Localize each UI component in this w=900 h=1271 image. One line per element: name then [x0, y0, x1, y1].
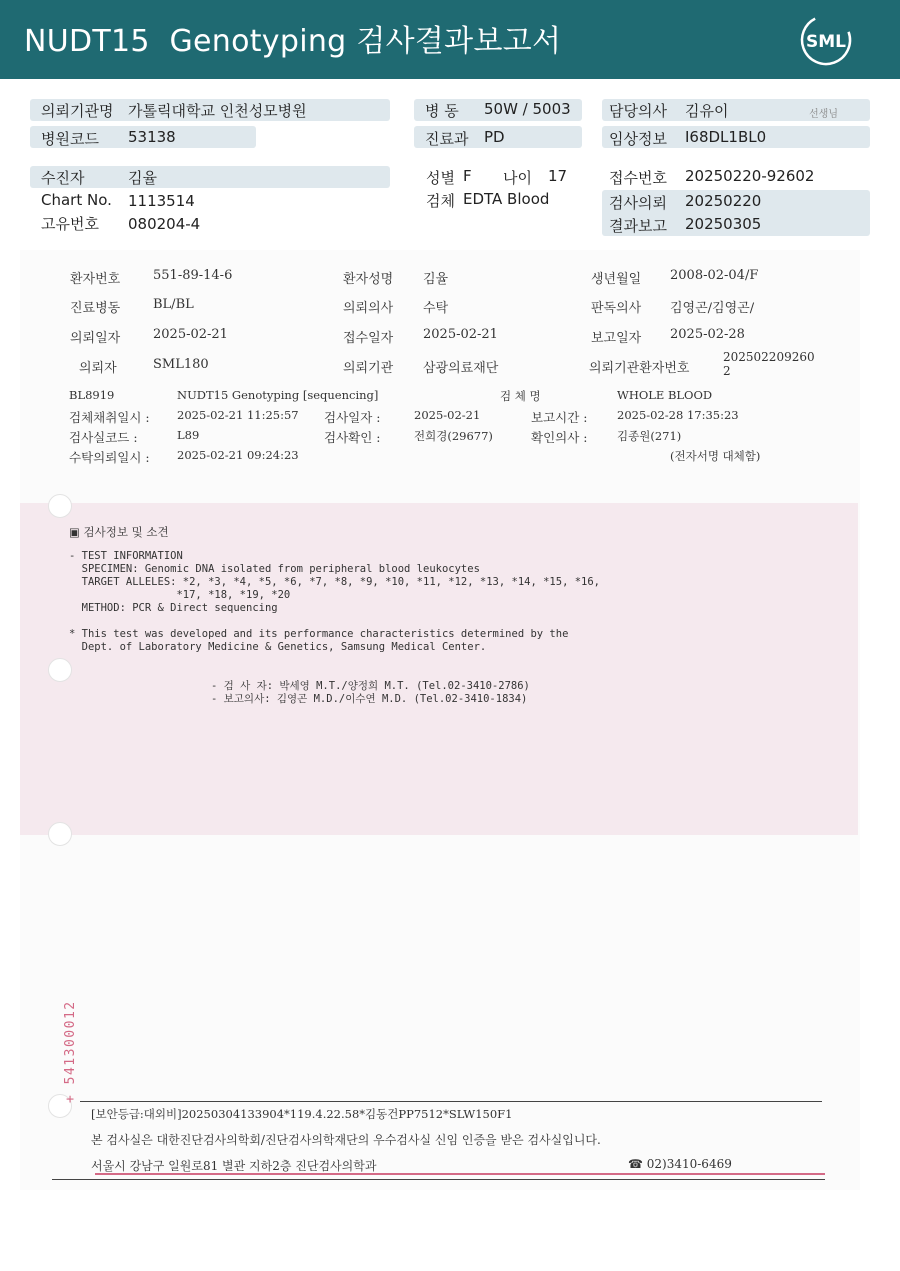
scan-value: 2008-02-04/F	[670, 268, 759, 283]
test-code: BL8919	[69, 388, 115, 402]
svg-text:SML: SML	[806, 32, 846, 52]
chart-label: Chart No.	[41, 191, 112, 209]
specimen-name-label: 검 체 명	[500, 389, 541, 403]
dept-label: 진료과	[425, 130, 469, 148]
report-time-value: 2025-02-28 17:35:23	[617, 408, 739, 422]
findings-line: - TEST INFORMATION	[69, 550, 183, 562]
collect-label: 검체채취일시 :	[69, 410, 150, 425]
scan-label: 의뢰의사	[343, 301, 394, 316]
footer-divider	[80, 1101, 822, 1102]
scan-value: 551-89-14-6	[153, 268, 233, 283]
sex-value: F	[463, 167, 472, 185]
test-date-value: 2025-02-21	[414, 408, 481, 422]
scan-label: 보고일자	[591, 331, 642, 346]
findings-line: METHOD: PCR & Direct sequencing	[69, 602, 278, 614]
scan-label: 의뢰일자	[70, 331, 121, 346]
findings-line: SPECIMEN: Genomic DNA isolated from peripheral blood leukocytes	[69, 563, 480, 575]
scan-value: BL/BL	[153, 297, 194, 312]
receipt-label: 접수번호	[609, 169, 667, 187]
scan-label: 환자성명	[343, 272, 394, 287]
test-date-label: 검사일자 :	[324, 410, 381, 425]
patient-value: 김율	[128, 169, 157, 187]
confirm-value: 전희경(29677)	[414, 429, 493, 443]
address-line: 서울시 강남구 일원로81 별관 지하2층 진단검사의학과	[91, 1159, 377, 1173]
dept-value: PD	[484, 128, 505, 146]
scan-label: 의뢰기관환자번호	[589, 361, 690, 376]
confirm-doc-value: 김종원(271)	[617, 429, 682, 443]
scan-value: 2025-02-21	[423, 327, 498, 342]
doctor-value: 김유이	[685, 102, 729, 120]
confirm-label: 검사확인 :	[324, 430, 381, 445]
scan-label: 의뢰기관	[343, 361, 394, 376]
collect-value: 2025-02-21 11:25:57	[177, 408, 299, 422]
age-label: 나이	[503, 169, 532, 187]
scan-value: SML180	[153, 357, 209, 372]
doctor-suffix: 선생님	[809, 109, 838, 120]
scan-label: 진료병동	[70, 301, 121, 316]
scan-value: 2	[723, 364, 731, 378]
punch-hole	[48, 658, 72, 682]
hospital-code-value: 53138	[128, 128, 176, 146]
findings-heading: ▣ 검사정보 및 소견	[69, 525, 169, 539]
consign-value: 2025-02-21 09:24:23	[177, 448, 299, 462]
scan-value: 2025-02-28	[670, 327, 745, 342]
footer-bottom-rule	[52, 1179, 825, 1180]
doctor-label: 담당의사	[609, 102, 667, 120]
id-value: 080204-4	[128, 215, 201, 233]
sex-label: 성별	[426, 169, 455, 187]
report-date-label: 결과보고	[609, 217, 667, 235]
patient-label: 수진자	[41, 169, 85, 187]
scan-label: 생년월일	[591, 272, 642, 287]
findings-line: Dept. of Laboratory Medicine & Genetics, Samsung Medical Center.	[69, 641, 487, 653]
scan-label: 접수일자	[343, 331, 394, 346]
confirm-doc-label: 확인의사 :	[531, 430, 588, 445]
request-value: 20250220	[685, 192, 762, 210]
phone-line: ☎ 02)3410-6469	[628, 1157, 732, 1171]
footer-pink-rule	[95, 1173, 825, 1175]
findings-line: *17, *18, *19, *20	[69, 589, 291, 601]
test-name: NUDT15 Genotyping [sequencing]	[177, 388, 379, 402]
specimen-name-value: WHOLE BLOOD	[617, 388, 713, 402]
scan-value: 202502209260	[723, 350, 815, 364]
lab-code-value: L89	[177, 428, 200, 442]
hospital-code-label: 병원코드	[41, 130, 99, 148]
ward-label: 병 동	[425, 102, 459, 120]
scan-label: 판독의사	[591, 301, 642, 316]
chart-value: 1113514	[128, 192, 195, 210]
report-title: NUDT15 Genotyping 검사결과보고서	[24, 24, 562, 59]
findings-line: * This test was developed and its performance characteristics determined by the	[69, 628, 569, 640]
side-code	[52, 985, 82, 1105]
lab-code-label: 검사실코드 :	[69, 430, 138, 445]
hospital-label: 의뢰기관명	[41, 102, 114, 120]
scan-value: 수탁	[423, 301, 449, 316]
scan-value: 2025-02-21	[153, 327, 228, 342]
sml-logo	[798, 12, 854, 68]
receipt-value: 20250220-92602	[685, 167, 815, 185]
age-value: 17	[548, 167, 568, 185]
tester-line: - 검 사 자: 박세영 M.T./양정희 M.T. (Tel.02-3410-2786)	[211, 680, 530, 692]
consign-label: 수탁의뢰일시 :	[69, 450, 150, 465]
specimen-label: 검체	[426, 192, 455, 210]
certification-line: 본 검사실은 대한진단검사의학회/진단검사의학재단의 우수검사실 신임 인증을 받은 검사실입니다.	[91, 1133, 601, 1147]
scan-value: 김율	[423, 272, 449, 287]
scan-label: 환자번호	[70, 272, 121, 287]
svg-text:+ 541300012: + 541300012	[63, 1000, 78, 1103]
esign-note: (전자서명 대체함)	[670, 449, 761, 463]
scan-value: 삼광의료재단	[423, 361, 499, 376]
request-label: 검사의뢰	[609, 194, 667, 212]
punch-hole	[48, 822, 72, 846]
scan-label: 의뢰자	[79, 361, 117, 376]
security-line: [보안등급:대외비]20250304133904*119.4.22.58*김동건PP7512*SLW150F1	[91, 1107, 513, 1121]
clinical-label: 임상정보	[609, 130, 667, 148]
reporter-line: - 보고의사: 김영곤 M.D./이수연 M.D. (Tel.02-3410-1834)	[211, 693, 528, 705]
clinical-value: I68DL1BL0	[685, 128, 767, 146]
ward-value: 50W / 5003	[484, 100, 571, 118]
hospital-value: 가톨릭대학교 인천성모병원	[128, 102, 307, 120]
scan-value: 김영곤/김영곤/	[670, 301, 755, 316]
report-time-label: 보고시간 :	[531, 410, 588, 425]
report-header	[0, 0, 900, 79]
specimen-value: EDTA Blood	[463, 190, 550, 208]
punch-hole	[48, 494, 72, 518]
report-date-value: 20250305	[685, 215, 762, 233]
findings-line: TARGET ALLELES: *2, *3, *4, *5, *6, *7, *8, *9, *10, *11, *12, *13, *14, *15, *16,	[69, 576, 601, 588]
id-label: 고유번호	[41, 215, 99, 233]
